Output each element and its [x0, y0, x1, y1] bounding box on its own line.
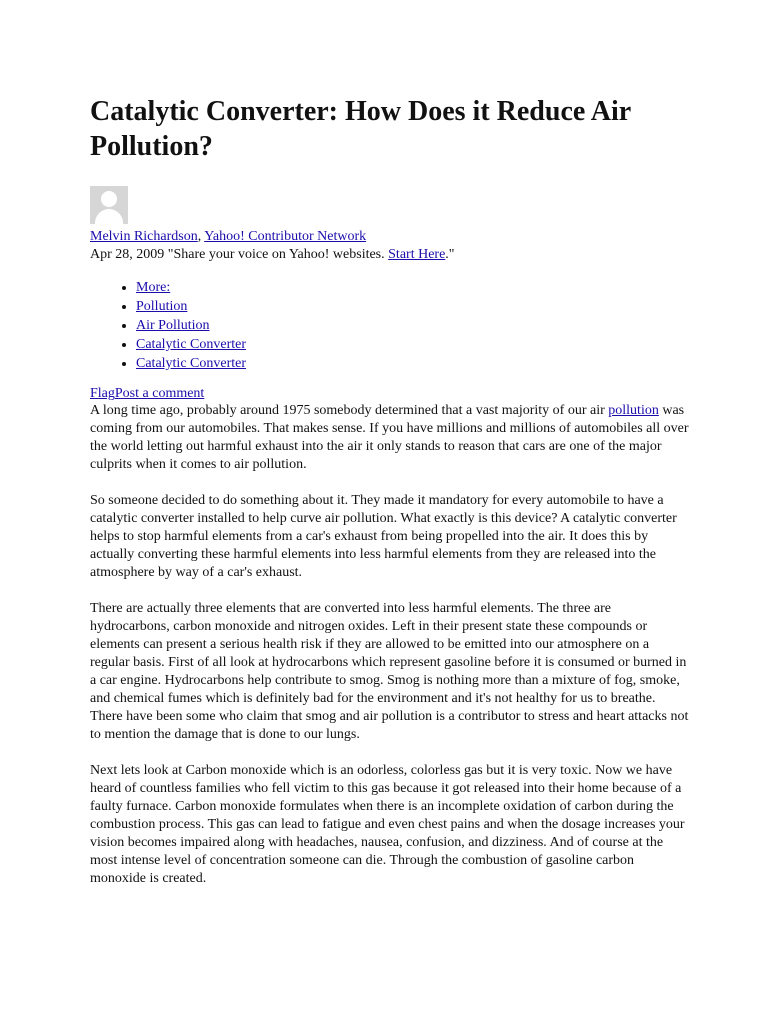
tag-item: [136, 354, 690, 373]
paragraph-1: [90, 402, 690, 474]
tag-pollution-link[interactable]: Pollution: [136, 299, 188, 314]
paragraph-3: There are actually three elements that are converted into less harmful elements. The three are hydrocarbons, carbon monoxide and nitrogen oxides. Left in their present state these compounds or elements can present a serious health risk if they are allowed to be emitted into our atmosphere on a regular basis. First of all look at hydrocarbons which represent gasoline before it is consumed or burned in a car engine. Hydrocarbons help contribute to smog. Smog is nothing more than a mixture of fog, smoke, and chemical fumes which is definitely bad for the environment and it's not healthy for us to breathe. There have been some who claim that smog and air pollution is a contributor to stress and heart attacks not to mention the damage that is done to our lungs.: [90, 601, 689, 742]
tag-item: [136, 335, 690, 354]
article-title: Catalytic Converter: How Does it Reduce Air Pollution?: [90, 96, 631, 162]
paragraph-2: So someone decided to do something about it. They made it mandatory for every automobile to have a catalytic converter installed to help curve air pollution. What exactly is this device? A catalytic converter helps to stop harmful elements from a car's exhaust from being propelled into the air. It does this by actually converting these harmful elements into less harmful elements from they are released into the atmosphere by way of a car's exhaust.: [90, 493, 677, 580]
tag-catalytic-converter-link[interactable]: Catalytic Converter: [136, 337, 247, 352]
paragraph-4: Next lets look at Carbon monoxide which is an odorless, colorless gas but it is very toxic. Now we have heard of countless families who fell victim to this gas because it got released into their home because of a faulty furnace. Carbon monoxide formulates when there is an incomplete oxidation of carbon during the combustion process. This gas can lead to fatigue and even chest pains and when the dosage increases your vision becomes impaired along with headaches, nausea, confusion, and dizziness. And of course at the most intense level of concentration someone can die. Through the combustion of gasoline carbon monoxide is created.: [90, 763, 685, 886]
avatar-shoulders-shape: [95, 209, 123, 224]
byline: [90, 228, 690, 246]
tag-catalytic-converter-link-2[interactable]: Catalytic Converter: [136, 356, 247, 371]
tag-item: [136, 278, 690, 297]
paragraph-1-start: A long time ago, probably around 1975 somebody determined that a vast majority of our air: [90, 403, 609, 418]
article-page: [90, 94, 690, 906]
flag-link[interactable]: Flag: [90, 386, 115, 401]
start-here-link[interactable]: Start Here: [388, 247, 446, 262]
date-line: [90, 246, 690, 264]
byline-separator: ,: [197, 229, 205, 244]
tag-item: [136, 316, 690, 335]
author-avatar[interactable]: [90, 186, 128, 224]
article-actions: [90, 385, 690, 402]
author-link[interactable]: Melvin Richardson: [90, 229, 198, 244]
tag-item: [136, 297, 690, 316]
share-text: "Share your voice on Yahoo! websites.: [164, 247, 389, 262]
publish-date: Apr 28, 2009: [90, 247, 165, 262]
pollution-link[interactable]: pollution: [608, 403, 659, 418]
paragraph-1-end: was coming from our automobiles. That makes sense. If you have millions and millions of automobiles all over the world letting out harmful exhaust into the air it only stands to reason that cars are one of the major culprits when it comes to air pollution.: [90, 403, 689, 472]
tag-air-pollution-link[interactable]: Air Pollution: [136, 318, 210, 333]
avatar-head-shape: [101, 191, 117, 207]
network-link[interactable]: Yahoo! Contributor Network: [204, 229, 367, 244]
tag-list: [90, 278, 690, 373]
tag-more-link[interactable]: More:: [136, 280, 171, 295]
article-body: [90, 402, 690, 888]
post-comment-link[interactable]: Post a comment: [114, 386, 205, 401]
share-text-end: .": [445, 247, 455, 262]
